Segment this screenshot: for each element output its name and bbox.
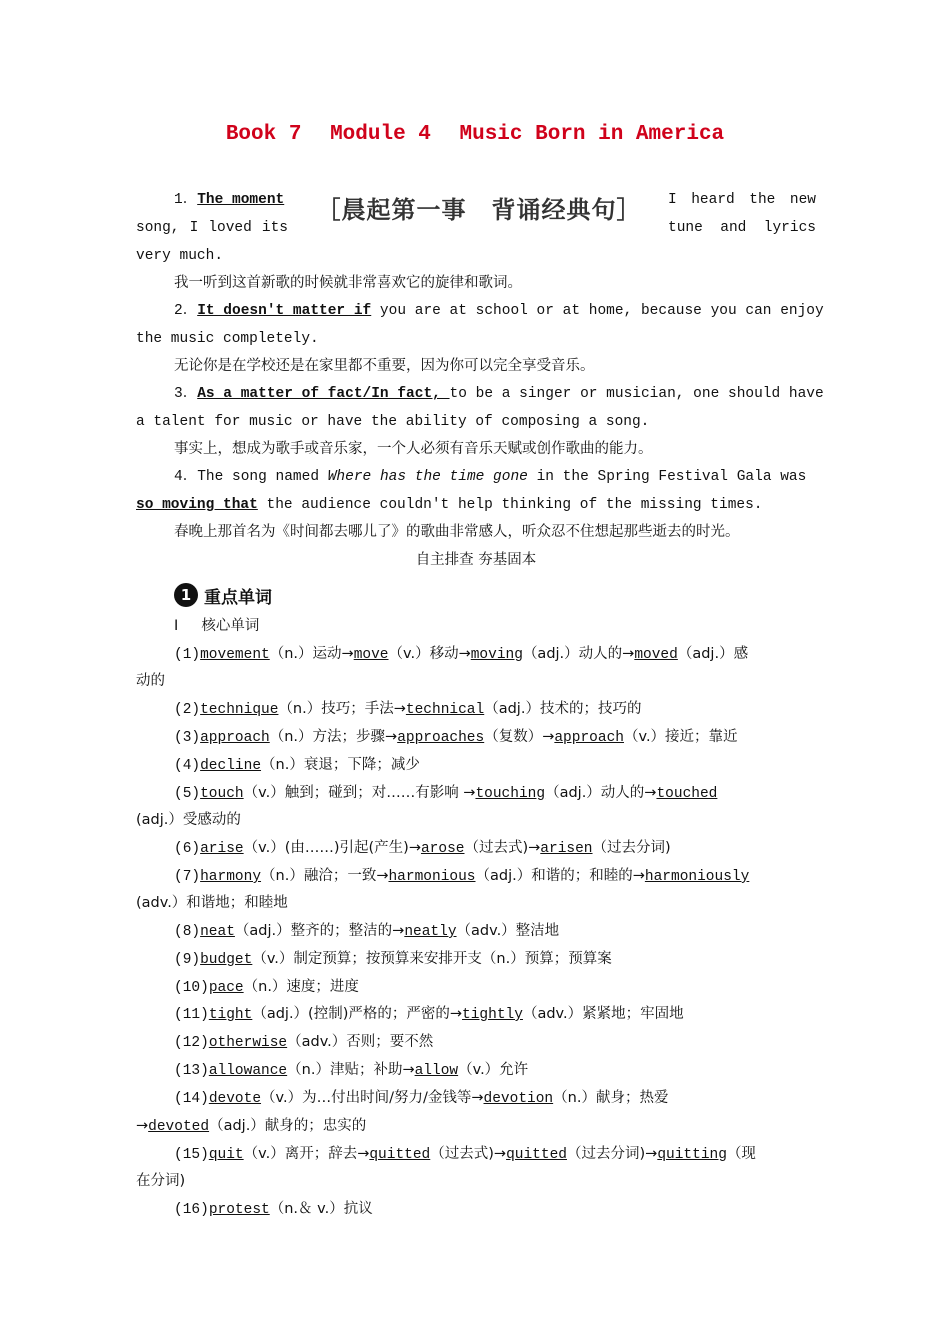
vocab-entry-14: (14)devote（v.）为…付出时间/努力/金钱等→devotion（n.）献身；热爱: [174, 1090, 669, 1107]
key-phrase: so moving that: [136, 497, 258, 513]
section-banner: ［晨起第一事 背诵经典句］: [316, 196, 642, 224]
sentence-4-line-2: so moving that the audience couldn't help thinking of the missing times.: [136, 497, 763, 513]
vocab-entry-16: (16)protest（n.＆ v.）抗议: [174, 1201, 373, 1218]
sentence-3-line-2: a talent for music or have the ability of composing a song.: [136, 414, 650, 430]
vocab-entry-3: (3)approach（n.）方法；步骤→approaches（复数）→approach（v.）接近；靠近: [174, 729, 738, 746]
title-book: Book 7: [225, 123, 302, 146]
vocab-entry-1-cont: 动的: [136, 673, 165, 689]
sentence-1-line-3: very much.: [136, 248, 224, 264]
vocab-entry-10: (10)pace（n.）速度；进度: [174, 979, 359, 996]
title-module: Module 4: [330, 123, 431, 146]
sentence-3-translation: 事实上，想成为歌手或音乐家，一个人必须有音乐天赋或创作歌曲的能力。: [174, 441, 653, 457]
sentence-1-line-1b: I heard the new: [668, 192, 816, 208]
vocab-entry-9: (9)budget（v.）制定预算；按预算来安排开支（n.）预算；预算案: [174, 951, 612, 968]
vocab-entry-15: (15)quit（v.）离开；辞去→quitted（过去式)→quitted（过去分词)→quitting（现: [174, 1146, 756, 1163]
vocab-entry-7-cont: (adv.）和谐地；和睦地: [136, 895, 288, 911]
page-title: [0, 123, 950, 146]
vocab-entry-1: (1)movement（n.）运动→move（v.）移动→moving（adj.）动人的→moved（adj.）感: [174, 646, 749, 663]
song-title: Where has the time gone: [327, 469, 528, 485]
section-title: 重点单词: [204, 587, 272, 608]
sentence-2-translation: 无论你是在学校还是在家里都不重要，因为你可以完全享受音乐。: [174, 358, 595, 374]
title-topic: Music Born in America: [459, 123, 725, 146]
vocab-entry-5-cont: (adj.）受感动的: [136, 812, 241, 828]
vocab-entry-12: (12)otherwise（adv.）否则；要不然: [174, 1034, 434, 1051]
vocab-entry-6: (6)arise（v.）(由……)引起(产生)→arose（过去式)→arisen（过去分词): [174, 840, 671, 857]
section-header: [174, 583, 272, 607]
vocab-entry-8: (8)neat（adj.）整齐的；整洁的→neatly（adv.）整洁地: [174, 923, 560, 940]
vocab-entry-13: (13)allowance（n.）津贴；补助→allow（v.）允许: [174, 1062, 529, 1079]
sentence-1-line-2a: song, I loved its: [136, 220, 288, 236]
key-phrase: As a matter of fact/In fact,: [197, 386, 450, 402]
vocab-entry-5: (5)touch（v.）触到；碰到；对……有影响 →touching（adj.）动人的→touched: [174, 785, 718, 802]
sentence-1-translation: 我一听到这首新歌的时候就非常喜欢它的旋律和歌词。: [174, 275, 522, 291]
vocab-entry-14-cont: →devoted（adj.）献身的；忠实的: [136, 1118, 367, 1135]
sub-label: Ⅰ 核心单词: [174, 618, 260, 634]
sentence-4-translation: 春晚上那首名为《时间都去哪儿了》的歌曲非常感人，听众忍不住想起那些逝去的时光。: [174, 524, 740, 540]
key-phrase: It doesn't matter if: [197, 303, 372, 319]
sentence-3-line-1: 3．As a matter of fact/In fact, to be a singer or musician, one should have: [174, 386, 824, 402]
vocab-entry-4: (4)decline（n.）衰退；下降；减少: [174, 757, 420, 774]
sentence-2-line-2: the music completely.: [136, 331, 319, 347]
vocab-entry-15-cont: 在分词): [136, 1173, 186, 1189]
sentence-1-line-1a: 1．The moment: [174, 192, 285, 208]
key-phrase: The moment: [197, 192, 285, 208]
vocab-entry-11: (11)tight（adj.）(控制)严格的；严密的→tightly（adv.）紧紧地；牢固地: [174, 1006, 684, 1023]
sentence-2-line-1: 2．It doesn't matter if you are at school or at home, because you can enjoy: [174, 303, 824, 319]
sentence-4-line-1: 4．The song named Where has the time gone in the Spring Festival Gala was: [174, 469, 807, 485]
subheading: 自主排查 夯基固本: [415, 552, 537, 568]
section-number-badge: 1: [174, 583, 198, 607]
vocab-entry-7: (7)harmony（n.）融洽；一致→harmonious（adj.）和谐的；和睦的→harmoniously: [174, 868, 750, 885]
sentence-1-line-2b: tune and lyrics: [668, 220, 816, 236]
vocab-entry-2: (2)technique（n.）技巧；手法→technical（adj.）技术的；技巧的: [174, 701, 642, 718]
